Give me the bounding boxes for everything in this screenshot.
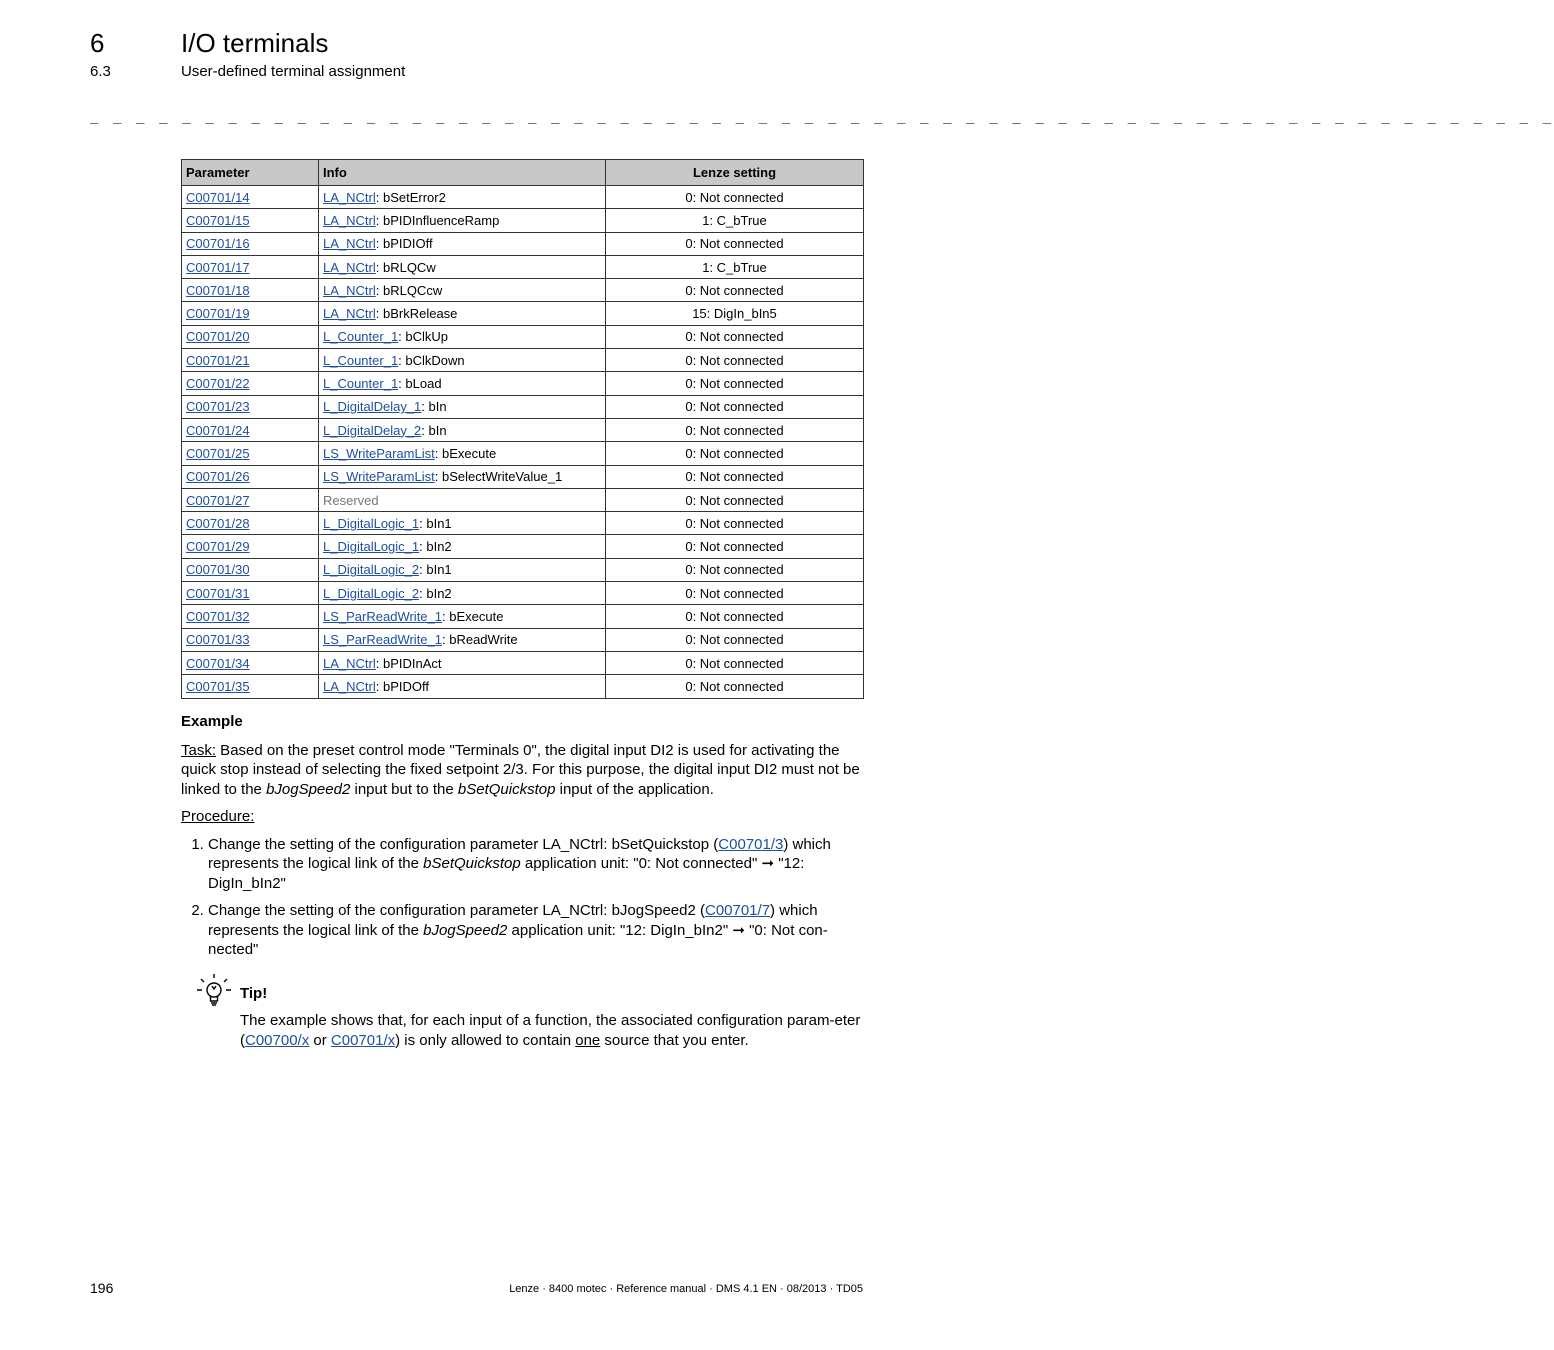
table-row — [182, 675, 864, 698]
param-cell — [182, 535, 319, 558]
step-emph: bJogSpeed2 — [423, 921, 508, 939]
task-text: Based on the preset control mode "Terminals 0", the digital input DI2 is used for activating the quick stop instead of selecting the fixed setpoint 2/3. For this purpose, the digital input DI2 must not be linked to the — [181, 741, 860, 798]
function-block-link[interactable]: LA_NCtrl — [323, 282, 376, 298]
info-text: : bIn2 — [419, 585, 452, 601]
table-row — [182, 372, 864, 395]
function-block-link[interactable]: LA_NCtrl — [323, 212, 376, 228]
lightbulb-icon — [196, 973, 232, 1009]
param-cell — [182, 255, 319, 278]
info-cell — [319, 418, 606, 441]
lenze-setting-cell: 0: Not connected — [606, 418, 864, 441]
function-block-link[interactable]: LS_WriteParamList — [323, 445, 435, 461]
function-block-link[interactable]: L_Counter_1 — [323, 376, 399, 392]
lenze-setting-cell: 0: Not connected — [606, 675, 864, 698]
info-text: : bPIDInAct — [375, 655, 442, 671]
step-1 — [208, 835, 864, 894]
table-header-row — [182, 160, 864, 186]
info-cell — [319, 302, 606, 325]
step-text: Change the setting of the configuration parameter LA_NCtrl: bJogSpeed2 ( — [208, 902, 705, 919]
tip-text-part: ) is only allowed to contain — [395, 1031, 576, 1049]
table-row — [182, 209, 864, 232]
step-text: ) which represents the logical link of the — [208, 902, 818, 939]
step1-param-link[interactable]: C00701/3 — [718, 835, 784, 853]
table-row — [182, 535, 864, 558]
function-block-link[interactable]: LS_WriteParamList — [323, 469, 435, 485]
lenze-setting-cell: 0: Not connected — [606, 628, 864, 651]
param-link[interactable]: C00701/16 — [186, 236, 250, 252]
param-link[interactable]: C00701/17 — [186, 259, 250, 275]
table-row — [182, 605, 864, 628]
param-cell — [182, 372, 319, 395]
table-row — [182, 651, 864, 674]
info-cell — [319, 651, 606, 674]
lenze-setting-cell: 0: Not connected — [606, 372, 864, 395]
info-text: : bBrkRelease — [375, 306, 458, 322]
param-link[interactable]: C00701/21 — [186, 352, 250, 368]
procedure-label — [181, 807, 864, 827]
lenze-setting-cell: 0: Not connected — [606, 512, 864, 535]
task-emph-jogspeed: bJogSpeed2 — [266, 780, 351, 798]
lenze-setting-cell: 0: Not connected — [606, 651, 864, 674]
chapter-number: 6 — [90, 28, 105, 58]
info-text: : bPIDOff — [375, 678, 429, 694]
task-text: input but to the — [350, 780, 458, 798]
param-link[interactable]: C00701/27 — [186, 492, 250, 508]
tip-text-part: source that you enter. — [600, 1031, 749, 1049]
param-cell — [182, 651, 319, 674]
info-cell — [319, 349, 606, 372]
lenze-setting-cell: 0: Not connected — [606, 605, 864, 628]
info-cell — [319, 605, 606, 628]
step-text: Change the setting of the configuration parameter LA_NCtrl: bSetQuickstop ( — [208, 835, 719, 853]
tip-underlined: one — [575, 1031, 601, 1049]
info-cell — [319, 488, 606, 511]
step-emph: bSetQuickstop — [423, 855, 521, 872]
tip-label: Tip! — [240, 985, 268, 1002]
table-row — [182, 582, 864, 605]
info-text: : bIn2 — [419, 539, 452, 555]
task-paragraph — [181, 741, 864, 800]
info-text: : bPIDIOff — [375, 236, 433, 252]
info-text: Reserved — [323, 492, 379, 508]
lenze-setting-cell: 1: C_bTrue — [606, 209, 864, 232]
info-text: : bPIDInfluenceRamp — [375, 212, 500, 228]
step-text: ) which represents the logical link of the — [208, 835, 831, 872]
param-cell — [182, 675, 319, 698]
lenze-setting-cell: 0: Not connected — [606, 465, 864, 488]
info-cell — [319, 279, 606, 302]
lenze-setting-cell: 0: Not connected — [606, 232, 864, 255]
param-link[interactable]: C00701/18 — [186, 282, 250, 298]
step2-param-link[interactable]: C00701/7 — [704, 902, 771, 919]
function-block-link[interactable]: LA_NCtrl — [323, 259, 376, 275]
example-section — [181, 712, 864, 968]
table-row — [182, 349, 864, 372]
function-block-link[interactable]: L_DigitalLogic_2 — [323, 585, 420, 601]
param-cell — [182, 558, 319, 581]
param-cell — [182, 325, 319, 348]
param-cell — [182, 605, 319, 628]
task-label: Task: — [181, 741, 217, 759]
param-cell — [182, 582, 319, 605]
param-link[interactable]: C00701/19 — [186, 306, 250, 322]
info-cell — [319, 232, 606, 255]
table-row — [182, 558, 864, 581]
param-cell — [182, 209, 319, 232]
table-row — [182, 186, 864, 209]
info-text: : bClkUp — [398, 329, 449, 345]
param-cell — [182, 302, 319, 325]
task-emph-quickstop: bSetQuickstop — [457, 780, 556, 798]
header-divider: _ _ _ _ _ _ _ _ _ _ _ _ _ _ _ _ _ _ _ _ _ _ _ _ _ _ _ _ _ _ _ _ _ _ _ _ _ _ _ _ _ _ _ _ _ _ _ _ _ _ _ _ _ _ _ _ _ _ _ _ _ _ _ _ — [90, 108, 1554, 124]
param-link[interactable]: C00701/25 — [186, 445, 250, 461]
param-cell — [182, 395, 319, 418]
lenze-setting-cell: 0: Not connected — [606, 535, 864, 558]
function-block-link[interactable]: L_DigitalLogic_1 — [323, 515, 420, 531]
function-block-link[interactable]: LS_ParReadWrite_1 — [323, 632, 442, 648]
function-block-link[interactable]: L_DigitalDelay_2 — [323, 422, 422, 438]
lenze-setting-cell: 0: Not connected — [606, 488, 864, 511]
param-cell — [182, 465, 319, 488]
lenze-setting-cell: 0: Not connected — [606, 582, 864, 605]
page-number: 196 — [90, 1280, 114, 1296]
info-text: : bRLQCcw — [375, 282, 443, 298]
info-text: : bSelectWriteValue_1 — [434, 469, 563, 485]
header-lenze-setting: Lenze setting — [606, 160, 864, 186]
table-row — [182, 488, 864, 511]
tip-link-c00700[interactable]: C00700/x — [245, 1031, 310, 1049]
info-text: : bReadWrite — [442, 632, 518, 648]
parameter-table — [181, 159, 864, 699]
param-link[interactable]: C00701/23 — [186, 399, 250, 415]
param-cell — [182, 488, 319, 511]
param-link[interactable]: C00701/33 — [186, 632, 250, 648]
info-text: : bRLQCw — [375, 259, 436, 275]
document-reference: Lenze · 8400 motec · Reference manual · DMS 4.1 EN · 08/2013 · TD05 — [509, 1283, 863, 1295]
info-cell — [319, 255, 606, 278]
table-row — [182, 232, 864, 255]
info-cell — [319, 582, 606, 605]
lenze-setting-cell: 0: Not connected — [606, 186, 864, 209]
param-cell — [182, 512, 319, 535]
lenze-setting-cell: 0: Not connected — [606, 442, 864, 465]
example-title: Example — [181, 713, 243, 730]
tip-text-part: or — [309, 1031, 331, 1049]
info-text: : bExecute — [442, 608, 504, 624]
info-cell — [319, 442, 606, 465]
table-row — [182, 512, 864, 535]
procedure-steps — [181, 835, 864, 960]
lenze-setting-cell: 1: C_bTrue — [606, 255, 864, 278]
tip-text — [240, 1011, 864, 1050]
param-link[interactable]: C00701/35 — [186, 678, 250, 694]
info-text: : bIn — [421, 422, 447, 438]
function-block-link[interactable]: LA_NCtrl — [323, 189, 376, 205]
function-block-link[interactable]: LS_ParReadWrite_1 — [323, 608, 442, 624]
info-text: : bIn1 — [419, 515, 452, 531]
info-text: : bIn — [421, 399, 447, 415]
param-link[interactable]: C00701/20 — [186, 329, 250, 345]
table-row — [182, 442, 864, 465]
header-parameter: Parameter — [182, 160, 319, 186]
info-cell — [319, 628, 606, 651]
param-link[interactable]: C00701/31 — [186, 585, 250, 601]
table-row — [182, 628, 864, 651]
function-block-link[interactable]: L_DigitalLogic_1 — [323, 539, 420, 555]
lenze-setting-cell: 0: Not connected — [606, 349, 864, 372]
table-row — [182, 279, 864, 302]
param-link[interactable]: C00701/28 — [186, 515, 250, 531]
function-block-link[interactable]: L_Counter_1 — [323, 329, 399, 345]
lenze-setting-cell: 0: Not connected — [606, 325, 864, 348]
info-cell — [319, 186, 606, 209]
table-row — [182, 325, 864, 348]
procedure-label-text: Procedure: — [181, 808, 255, 825]
function-block-link[interactable]: LA_NCtrl — [323, 306, 376, 322]
info-cell — [319, 465, 606, 488]
function-block-link[interactable]: LA_NCtrl — [323, 655, 376, 671]
chapter-title: I/O terminals — [181, 28, 329, 58]
step-text: application unit: "12: DigIn_bIn2" ➞ "0: Not con-nected" — [208, 921, 828, 958]
table-row — [182, 418, 864, 441]
function-block-link[interactable]: L_Counter_1 — [323, 352, 399, 368]
function-block-link[interactable]: L_DigitalDelay_1 — [323, 399, 422, 415]
function-block-link[interactable]: LA_NCtrl — [323, 236, 376, 252]
lenze-setting-cell: 0: Not connected — [606, 558, 864, 581]
table-row — [182, 395, 864, 418]
info-cell — [319, 209, 606, 232]
param-cell — [182, 349, 319, 372]
tip-link-c00701[interactable]: C00701/x — [330, 1031, 396, 1049]
param-link[interactable]: C00701/34 — [186, 655, 250, 671]
info-cell — [319, 372, 606, 395]
task-text: input of the application. — [555, 780, 714, 798]
info-text: : bExecute — [434, 445, 497, 461]
param-cell — [182, 442, 319, 465]
info-cell — [319, 535, 606, 558]
tip-text-part: The example shows that, for each input of a function, the associated configuration param-eter ( — [240, 1012, 861, 1049]
info-text: : bClkDown — [398, 352, 465, 368]
param-cell — [182, 279, 319, 302]
info-cell — [319, 512, 606, 535]
info-cell — [319, 395, 606, 418]
table-row — [182, 255, 864, 278]
function-block-link[interactable]: L_DigitalLogic_2 — [323, 562, 420, 578]
param-cell — [182, 186, 319, 209]
param-link[interactable]: C00701/29 — [186, 539, 250, 555]
param-link[interactable]: C00701/32 — [186, 608, 250, 624]
section-number: 6.3 — [90, 63, 111, 80]
step-2 — [208, 901, 864, 960]
section-title: User-defined terminal assignment — [181, 63, 406, 80]
function-block-link[interactable]: LA_NCtrl — [323, 678, 376, 694]
param-cell — [182, 232, 319, 255]
lenze-setting-cell: 0: Not connected — [606, 279, 864, 302]
info-cell — [319, 558, 606, 581]
param-link[interactable]: C00701/30 — [186, 562, 250, 578]
param-link[interactable]: C00701/22 — [186, 376, 250, 392]
param-link[interactable]: C00701/24 — [186, 422, 250, 438]
table-row — [182, 302, 864, 325]
lenze-setting-cell: 15: DigIn_bIn5 — [606, 302, 864, 325]
step-text: application unit: "0: Not connected" ➞ "12: DigIn_bIn2" — [208, 855, 805, 892]
param-link[interactable]: C00701/26 — [186, 469, 250, 485]
table-row — [182, 465, 864, 488]
lenze-setting-cell: 0: Not connected — [606, 395, 864, 418]
info-text: : bSetError2 — [375, 189, 446, 205]
info-text: : bLoad — [398, 376, 442, 392]
param-cell — [182, 418, 319, 441]
param-link[interactable]: C00701/14 — [186, 189, 250, 205]
info-cell — [319, 675, 606, 698]
info-cell — [319, 325, 606, 348]
param-cell — [182, 628, 319, 651]
param-link[interactable]: C00701/15 — [186, 212, 250, 228]
header-info: Info — [319, 160, 606, 186]
info-text: : bIn1 — [419, 562, 452, 578]
table-body — [182, 186, 864, 699]
